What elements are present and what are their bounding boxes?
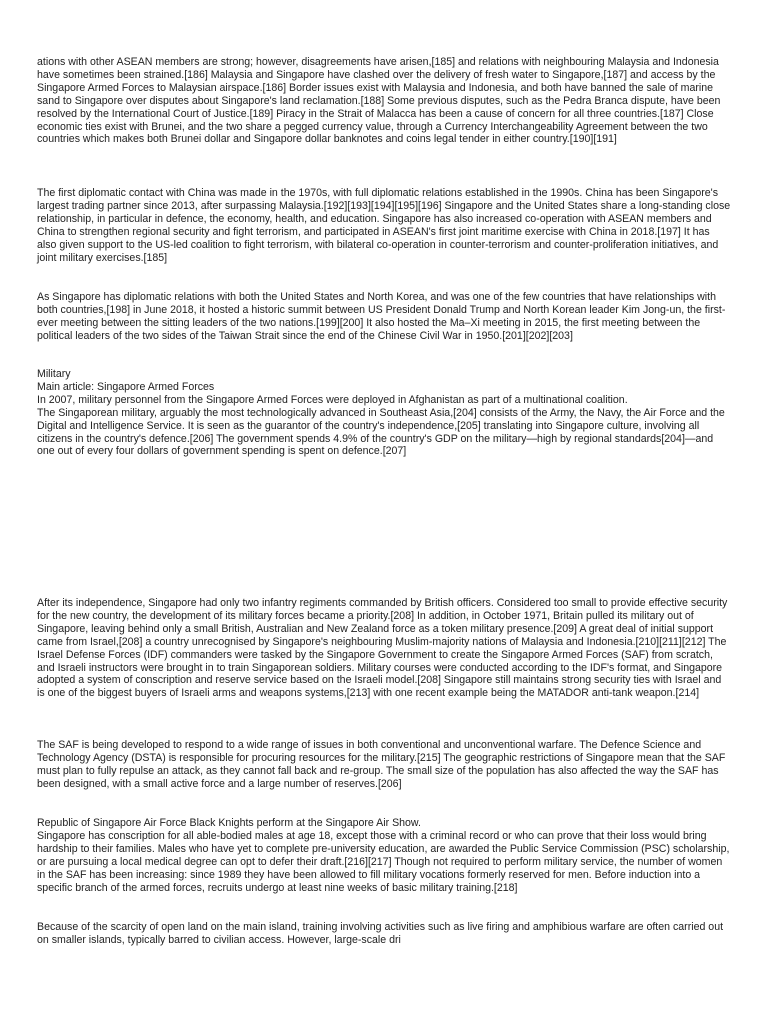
conscription-section — [37, 817, 731, 894]
paragraph-conscription: Singapore has conscription for all able-bodied males at age 18, except those with a criminal record or who can prove that their loss would bring hardship to their families. Males who have yet to complete pre-university education, are awarded the Public Service Commission (PSC) scholarship, or are pursuing a local medical degree can opt to defer their draft.[216][217] Though not required to perform military service, the number of women in the SAF has been increasing: since 1989 they have been allowed to fill military vocations formerly reserved for men. Before induction into a specific branch of the armed forces, recruits undergo at least nine weeks of basic military training.[218] — [37, 829, 730, 894]
main-article-link[interactable]: Main article: Singapore Armed Forces — [37, 380, 215, 393]
paragraph-china-relations: The first diplomatic contact with China was made in the 1970s, with full diplomatic relations established in the 1990s. China has been Singapore's largest trading partner since 2013, after surpassing Malaysia.[192][193][194][195][196] Singapore and the United States share a long-standing close relationship, in particular in defence, the economy, health, and education. Singapore has also increased co-operation with ASEAN members and China to strengthen regional security and fight terrorism, and participated in ASEAN's first joint maritime exercise with China in 2018.[197] It has also given support to the US-led coalition to fight terrorism, with bilateral co-operation in counter-terrorism and counter-proliferation initiatives, and joint military exercises.[185] — [37, 187, 731, 264]
paragraph-training: Because of the scarcity of open land on the main island, training involving activities such as live firing and amphibious warfare are often carried out on smaller islands, typically barred to civilian access. However, large-scale dri — [37, 921, 724, 946]
article-body — [37, 56, 731, 946]
paragraph-korea-summit: As Singapore has diplomatic relations with both the United States and North Korea, and was one of the few countries that have relationships with both countries,[198] in June 2018, it hosted a historic summit between US President Donald Trump and North Korean leader Kim Jong-un, the first-ever meeting between the sitting leaders of the two nations.[199][200] It also hosted the Ma–Xi meeting in 2015, the first meeting between the political leaders of the two sides of the Taiwan Strait since the end of the Chinese Civil War in 1950.[201][202][203] — [37, 291, 726, 342]
paragraph-military-overview: The Singaporean military, arguably the most technologically advanced in Southeast Asia,[204] consists of the Army, the Navy, the Air Force and the Digital and Intelligence Service. It is seen as the guarantor of the country's independence,[205] translating into Singapore culture, involving all citizens in the country's defence.[206] The government spends 4.9% of the country's GDP on the military—high by regional standards[204]—and one out of every four dollars of government spending is spent on defence.[207] — [37, 406, 725, 458]
paragraph-saf-development: The SAF is being developed to respond to a wide range of issues in both conventional and unconventional warfare. The Defence Science and Technology Agency (DSTA) is responsible for procuring resources for the military.[215] The geographic restrictions of Singapore mean that the SAF must plan to fully repulse an attack, as they cannot fall back and re-group. The small size of the population has also affected the way the SAF has been designed, with a small active force and a large number of reserves.[206] — [37, 739, 726, 790]
military-section — [37, 368, 731, 458]
image-caption-black-knights: Republic of Singapore Air Force Black Knights perform at the Singapore Air Show. — [37, 817, 421, 829]
paragraph-asean-relations: ations with other ASEAN members are strong; however, disagreements have arisen,[185] and relations with neighbouring Malaysia and Indonesia have sometimes been strained.[186] Malaysia and Singapore have clashed over the delivery of fresh water to Singapore,[187] and access by the Singapore Armed Forces to Malaysian airspace.[186] Border issues exist with Malaysia and Indonesia, and both have banned the sale of marine sand to Singapore over disputes about Singapore's land reclamation.[188] Some previous disputes, such as the Pedra Branca dispute, have been resolved by the International Court of Justice.[189] Piracy in the Strait of Malacca has been a cause of concern for all three countries.[187] Close economic ties exist with Brunei, and the two share a pegged currency value, through a Currency Interchangeability Agreement between the two countries which makes both Brunei dollar and Singapore dollar banknotes and coins legal tender in either country.[190][191] — [37, 56, 721, 146]
paragraph-independence: After its independence, Singapore had only two infantry regiments commanded by British officers. Considered too small to provide effective security for the new country, the development of its military forces became a priority.[208] In addition, in October 1971, Britain pulled its military out of Singapore, leaving behind only a small British, Australian and New Zealand force as a token military presence.[209] A great deal of initial support came from Israel,[208] a country unrecognised by Singapore's neighbouring Muslim-majority nations of Malaysia and Indonesia.[210][211][212] The Israel Defense Forces (IDF) commanders were tasked by the Singapore Government to create the Singapore Armed Forces (SAF) from scratch, and Israeli instructors were brought in to train Singaporean soldiers. Military courses were conducted according to the IDF's format, and Singapore adopted a system of conscription and reserve service based on the Israeli model.[208] Singapore still maintains strong security ties with Israel and is one of the biggest buyers of Israeli arms and weapons systems,[213] with one recent example being the MATADOR anti-tank weapon.[214] — [37, 597, 728, 700]
image-caption-afghanistan: In 2007, military personnel from the Singapore Armed Forces were deployed in Afghanistan as part of a multinational coalition. — [37, 393, 628, 406]
section-heading-military: Military — [37, 368, 71, 380]
